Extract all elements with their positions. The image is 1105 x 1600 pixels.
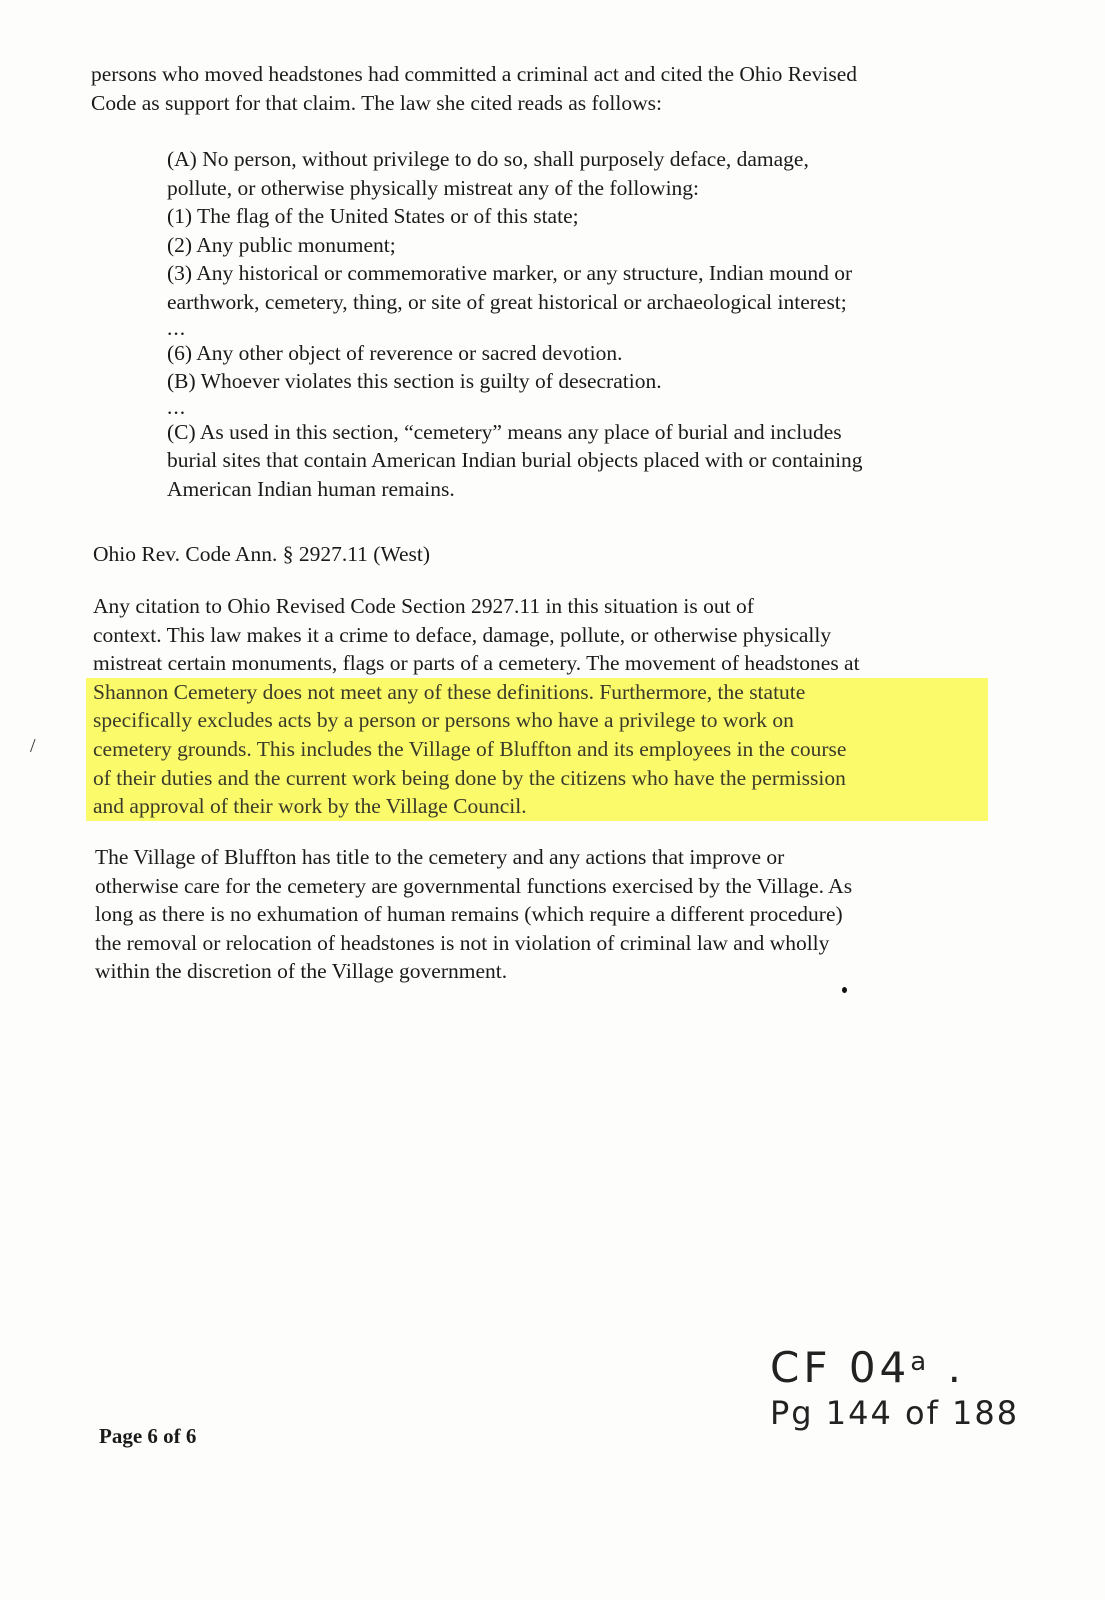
quote-line: (B) Whoever violates this section is guilty of desecration. [167, 369, 662, 394]
statute-quote [167, 145, 997, 504]
quote-line: (A) No person, without privilege to do so, shall purposely deface, damage, [167, 147, 809, 171]
quote-line: (6) Any other object of reverence or sacred devotion. [167, 340, 623, 365]
text-line: persons who moved headstones had committed a criminal act and cited the Ohio Revised [91, 62, 858, 86]
highlighted-line: of their duties and the current work being done by the citizens who have the permission [93, 765, 846, 790]
text-line: the removal or relocation of headstones is not in violation of criminal law and wholly [95, 930, 830, 955]
highlighted-line: and approval of their work by the Village Council. [93, 794, 527, 819]
handwritten-page-count: Pg 144 of 188 [770, 1394, 1020, 1432]
handwritten-annotation [770, 1345, 1019, 1433]
quote-line: (C) As used in this section, “cemetery” means any place of burial and includes [167, 419, 842, 444]
quote-line: (3) Any historical or commemorative marker, or any structure, Indian mound or [167, 261, 853, 286]
handwritten-file-code: CF 04$^a$ . [770, 1343, 965, 1392]
quote-line: earthwork, cemetery, thing, or site of great historical or archaeological interest; [167, 289, 847, 314]
file-code-superscript: a [910, 1347, 931, 1377]
quote-line: (2) Any public monument; [167, 232, 396, 257]
page-number: Page 6 of 6 [99, 1424, 197, 1448]
analysis-paragraph [93, 592, 1013, 821]
conclusion-paragraph [95, 843, 995, 986]
file-code-text: CF 04 [770, 1343, 911, 1392]
quote-line: (1) The flag of the United States or of this state; [167, 204, 579, 229]
quote-line: American Indian human remains. [167, 476, 455, 501]
highlighted-line: specifically excludes acts by a person or persons who have a privilege to work on [93, 708, 794, 733]
text-line: long as there is no exhumation of human remains (which require a different procedure) [95, 902, 843, 927]
text-line: mistreat certain monuments, flags or parts of a cemetery. The movement of headstones at [93, 651, 860, 676]
text-line: The Village of Bluffton has title to the cemetery and any actions that improve or [95, 845, 785, 869]
text-line: within the discretion of the Village government. [95, 959, 508, 984]
quote-ellipsis: ... [167, 315, 187, 340]
citation-text: Ohio Rev. Code Ann. § 2927.11 (West) [93, 542, 431, 566]
highlighted-line: cemetery grounds. This includes the Village of Bluffton and its employees in the course [93, 736, 847, 761]
quote-line: burial sites that contain American Indian burial objects placed with or containing [167, 448, 863, 473]
ink-dot [842, 987, 847, 993]
highlighted-passage [86, 678, 988, 821]
highlighted-line: Shannon Cemetery does not meet any of these definitions. Furthermore, the statute [93, 679, 806, 704]
margin-tick-mark: / [30, 735, 36, 757]
text-line: otherwise care for the cemetery are governmental functions exercised by the Village. As [95, 873, 853, 898]
text-line: Code as support for that claim. The law she cited reads as follows: [91, 90, 662, 115]
text-line: context. This law makes it a crime to deface, damage, pollute, or otherwise physically [93, 622, 832, 647]
quote-line: pollute, or otherwise physically mistreat any of the following: [167, 175, 700, 200]
statute-citation [93, 540, 693, 569]
quote-ellipsis: ... [167, 394, 187, 419]
intro-paragraph [91, 60, 991, 117]
text-line: Any citation to Ohio Revised Code Section 2927.11 in this situation is out of [93, 594, 754, 618]
